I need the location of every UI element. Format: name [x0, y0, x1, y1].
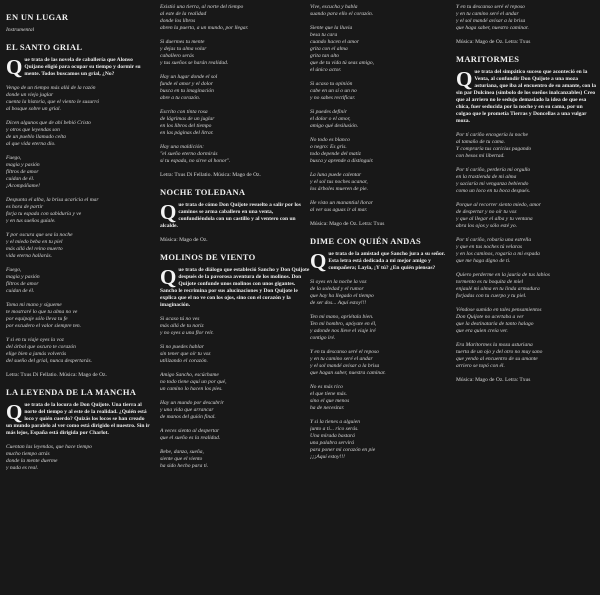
verse: Vengo de un tiempo más allá de la razón donde un viejo juglar cuenta la historia, que el viento le susurró al bosque sobre un grial.	[6, 85, 100, 112]
verse: Porque al recorrer siento miedo, amor de despertar y no oír tu voz y que al llegar el alba y tu ventana abra los ojos y sólo esté yo.	[456, 202, 541, 229]
verse: Despunta el alba, la brisa acaricia el mar es hora de partir forja tu espada con sabiduría y ve y en tus sueños guíale.	[6, 197, 99, 224]
song-credit: Música: Mago de Oz. Letra: Txus	[456, 377, 531, 383]
verse: Fuego, magia y pasión filtros de amor cuidan de él.	[6, 267, 40, 294]
verse: Y si en tu viaje oyes la voz del árbol que oscuro te corazón elige bien a jamás volverás del sueño del grial, nunca despertarás.	[6, 337, 93, 364]
column-4	[456, 4, 596, 592]
song-credit: Música: Mago de Oz.	[160, 237, 208, 243]
verse: Vive, escucha y habla suando para ello el corazón.	[310, 4, 374, 17]
verse: Era Maritormes la moza asturiana tuerta de un ojo y del otro no muy sano que yendo al encuentro de su amante arriero se topó con él.	[456, 342, 543, 369]
verse: Hay una maldición: "el sueño eterno dormirás si tu espada, no sirve al honor".	[160, 144, 231, 164]
column-3	[310, 4, 450, 592]
song-credit: Letra: Txus Di Fellatio. Música: Mago de Oz.	[6, 372, 107, 378]
verse: La luna puede calentar y el sol tus noches ucanar, los árboles mueren de pie.	[310, 172, 368, 192]
drop-cap: Q	[456, 67, 473, 91]
song-intro: Que trata de las novela de caballería que Alonso Quijano eligió para ocupar su tiempo y dormir su mente. Todos buscamos un grial, ¿No?	[6, 55, 141, 79]
verse: Quiero perderme en la jauría de tus labios tormento es tu boquita de miel enjaulé mi alma en tu linda armadura forjadas con tu cuerpo y tu piel.	[456, 272, 550, 299]
verse: Cuentan las leyendas, que hace tiempo mucho tiempo atrás donde la mente duerme y nada es real.	[6, 444, 92, 471]
song-intro: Que trata de la locura de Don Quijote. Una tierra al norte del tiempo y al este de la realidad. ¿Quién está loco y quién cuerdo? Quizás los locos se han creado un mundo paralelo al ver como está dirigido el nuestro. Sin ir más lejos, España está dirigida por Charlot.	[6, 400, 150, 436]
verse: Toma mi mano y sígueme te mostraré lo que tu alma no ve por equipaje sólo lleva tu fe por escudero el valor siempre ten.	[6, 302, 82, 329]
verse: No es más rico el que tiene más. sino el que menos ha de necesitar.	[310, 384, 350, 411]
verse: Bebe, danza, sueña, siente que el viento ha sido hecho para ti.	[160, 449, 209, 469]
song-title-noche-toledana: NOCHE TOLEDANA	[160, 187, 246, 197]
verse: Hay un lugar donde el sol funde el amor y el dolor busca en tu imaginación abre a tu corazón.	[160, 74, 218, 101]
verse: Fuego, magia y pasión filtros de amor cuidan de él. ¡Acompáñame!	[6, 155, 40, 189]
verse: A veces siento al despertar que el sueño es la realidad.	[160, 428, 221, 441]
drop-cap: Q	[160, 200, 177, 224]
verse: Si puedes definir el dolor o el amor, amigo qué desilusión.	[310, 109, 359, 129]
column-2	[160, 4, 310, 592]
column-1	[6, 4, 151, 592]
song-intro: Que trata de diálogo que estableció Sancho y Don Quijote después de la pavorosa aventura de los molinos. Don Quijote confunde unos molinos con unos gigantes. Sancho le recrimina por sus alucinaciones y Don Quijote le explica que el no ve con los ojos, sino con el corazón y la imaginación.	[160, 265, 310, 308]
verse: Por tí cariño encogería la noche al tamaño de tu cama. Y compraría tus caricias pagando con besos mi libertad.	[456, 132, 532, 159]
verse: Y en tu descanso seré el reposo y en tu camino seré el andar y el sol mandé avisar a la brisa que hagan saber, nuestra caminar.	[310, 349, 386, 376]
verse: Si acaso tu opinión cabe en un sí o un no y no sabes rectificar.	[310, 81, 357, 101]
song-intro: Que trata del simpático suceso que aconteció en la Venta, al confundir Don Quijote a una moza asturiana, que iba al encuentro de su amante, con la sin par Dulcinea (símbolo de los sueños inalcanzables) Creo que al arriero no le sedujo demasiado la idea de que esa chica, fuer seducida por la noche y en su cama, por un colgao que le prometía Tierras y Doncellas a una vulgar moza.	[456, 67, 596, 124]
song-title-molinos-de-viento: MOLINOS DE VIENTO	[160, 252, 256, 262]
drop-cap: Q	[6, 55, 23, 79]
verse: Ten mi mano, apriétala bien. Ten mi hombro, apóyate en él, y adonde nos lleve el viaje iré contigo iré.	[310, 314, 377, 341]
song-title-dime-con-quien-andas: DIME CON QUIÉN ANDAS	[310, 236, 422, 246]
verse: Si no puedes hablar sin tener que oír tu voz utilizando el corazón.	[160, 344, 211, 364]
song-title-el-santo-grial: EL SANTO GRIAL	[6, 42, 83, 52]
verse: No todo es blanco o negro: Es gris. todo depende del matiz busca y aprende a distinguir.	[310, 137, 374, 164]
song-credit: Música: Mago de Oz. Letra: Txus	[456, 39, 531, 45]
verse: Si duermes tu mente y dejas tu alma volar caballero serás y tus sueños se harán realidad.	[160, 39, 229, 66]
song-title-la-leyenda-de-la-mancha: LA LEYENDA DE LA MANCHA	[6, 387, 137, 397]
verse: He visto un manantial llorar al ver sus aguas ir al mar.	[310, 200, 373, 213]
verse: Dicen algunos que de ahí bebió Cristo y otros que leyendas son de un pueblo llamado celta al que vida eterna dio.	[6, 120, 91, 147]
verse: Por tí cariño, perdería mi orgullo en la trastienda de mi alma y saciaría mi venganza bebiendo como un loco en tu boca después.	[456, 167, 531, 194]
song-title-en-un-lugar: EN UN LUGAR	[6, 12, 69, 22]
verse: Si acaso tú no ves más allá de tu nariz y no oyes a una flor reír.	[160, 316, 214, 336]
instrumental-note: Instrumental	[6, 27, 35, 33]
verse: Hay un mundo por descubrir y una vida que arrancar de manos del guión final.	[160, 400, 224, 420]
verse: Existió una tierra, al norte del tiempo al este de la realidad donde los libros abren la puerta, a un mundo, por llegar.	[160, 4, 249, 31]
verse: Y por oscura que sea la noche y el miedo beba en tu piel más allá del reino muerto vida eterna hallarás.	[6, 232, 73, 259]
verse: Escrito con tinta rosa de lágrimas de un juglar en los libros del tiempo en las páginas del litrar.	[160, 109, 215, 136]
drop-cap: Q	[6, 400, 23, 424]
song-title-maritormes: MARITORMES	[456, 54, 520, 64]
song-credit: Música: Mago de Oz. Letra: Txus	[310, 221, 385, 227]
verse: Y en tu descanso seré el reposo y en tu camino seré el andar y el sol mandé avisar a la brisa que haga saber, nuestro caminar.	[456, 4, 529, 31]
verse: Y si la tienes a alguien junto a ti... rico serás. Una mirada bastará una palabra servirá para poner mi corazón en pie ¡¡¡Aquí estoy!!!	[310, 419, 376, 460]
verse: Véndose sumido en tales pensamientos Don Quijote no acertaba a ver que la destinataria de tanto halago que era quien creía ver.	[456, 307, 542, 334]
verse: Si oyes en la noche la voz de la soledad y el rumor que hay ha llegado el tiempo de ser dos... Aquí estoy!!!	[310, 279, 374, 306]
verse: Siente que la lluvia besa tu cara cuando hacen el amor grita con el alma grita tan alto que de tu vida tú seas amigo, el único actor.	[310, 25, 375, 73]
song-intro: Que trata de cómo Don Quijote resuelto a salir por los caminos se arma caballero en una venta, confundiéndola con un castillo y al ventero con un alcalde.	[160, 200, 301, 229]
verse: Amigo Sancho, escúchame no todo tiene aquí un por qué, un camino lo hacen los pies.	[160, 372, 227, 392]
drop-cap: Q	[160, 265, 177, 289]
song-intro: Que trata de la amistad que Sancho jura a su señor. Esta letra está dedicada a mi mejor amigo y compañera; Layla, ¡Y tú? ¿En quién piensas?	[310, 249, 446, 273]
verse: Por tí cariño, robaría una estrella y que en tus noches tú velaras y en los caminos, rogaría a mi espada que me haga digno de ti.	[456, 237, 540, 264]
drop-cap: Q	[310, 249, 327, 273]
song-credit: Letra: Txus Di Fellatio. Música: Mago de Oz.	[160, 172, 261, 178]
